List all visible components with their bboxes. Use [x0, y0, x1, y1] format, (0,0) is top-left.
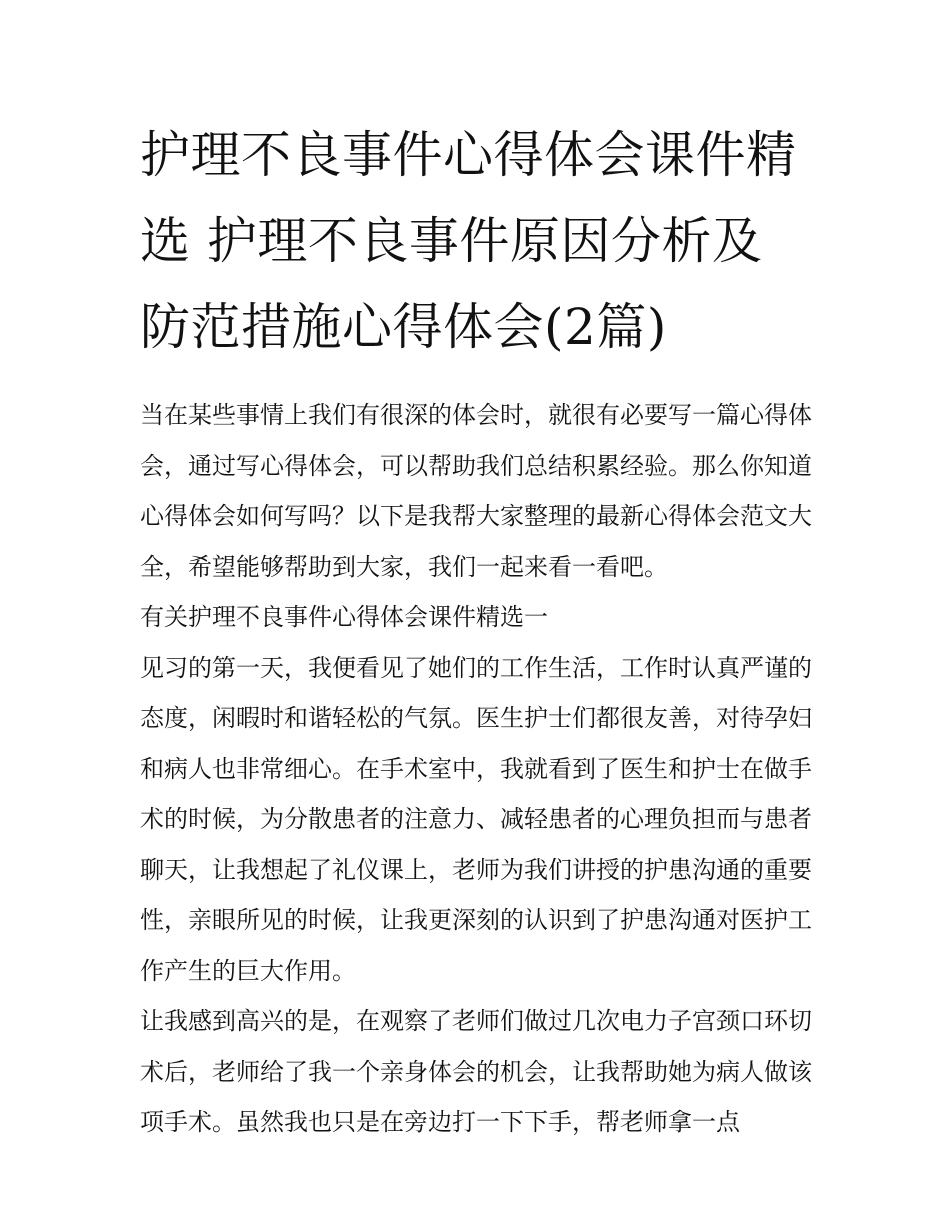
document-page	[140, 112, 812, 1148]
body-paragraph-2: 让我感到高兴的是，在观察了老师们做过几次电力子宫颈口环切术后，老师给了我一个亲身体会的机会，让我帮助她为病人做该项手术。虽然我也只是在旁边打一下下手，帮老师拿一点	[140, 1007, 812, 1136]
document-title: 护理不良事件心得体会课件精选 护理不良事件原因分析及防范措施心得体会(2篇)	[140, 126, 797, 356]
body-paragraph-1: 见习的第一天，我便看见了她们的工作生活，工作时认真严谨的态度，闲暇时和谐轻松的气氛。医生护士们都很友善，对待孕妇和病人也非常细心。在手术室中，我就看到了医生和护士在做手术的时候，为分散患者的注意力、减轻患者的心理负担而与患者聊天，让我想起了礼仪课上，老师为我们讲授的护患沟通的重要性，亲眼所见的时候，让我更深刻的认识到了护患沟通对医护工作产生的巨大作用。	[140, 653, 812, 985]
intro-paragraph: 当在某些事情上我们有很深的体会时，就很有必要写一篇心得体会，通过写心得体会，可以帮助我们总结积累经验。那么你知道心得体会如何写吗？以下是我帮大家整理的最新心得体会范文大全，希望能够帮助到大家，我们一起来看一看吧。	[140, 401, 812, 581]
section-heading: 有关护理不良事件心得体会课件精选一	[140, 603, 548, 631]
